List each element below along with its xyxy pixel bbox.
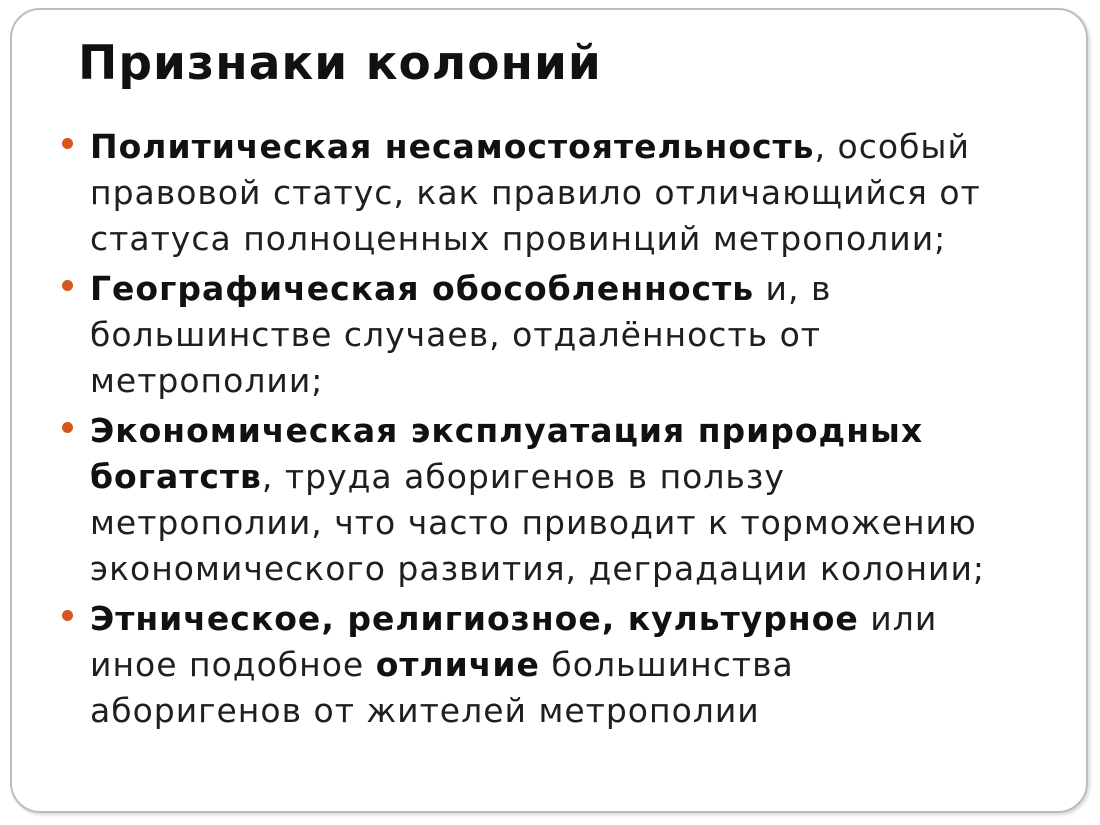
bullet-bold-text: Географическая обособленность — [90, 269, 755, 308]
bullet-line — [90, 596, 1060, 642]
bullet-line-text: аборигенов от жителей метрополии — [90, 691, 760, 730]
bullet-line-text: метрополии; — [90, 361, 324, 400]
bullet-dot-icon — [62, 280, 73, 291]
bullet-bold-text: отличие — [375, 645, 540, 684]
bullet-text — [90, 266, 1060, 404]
bullet-line-text: статуса полноценных провинций метрополии; — [90, 219, 947, 258]
bullet-dot-icon — [62, 138, 73, 149]
bullet-line — [90, 454, 1060, 500]
bullet-bold-text: богатств — [90, 457, 262, 496]
bullet-line-text: , труда аборигенов в пользу — [261, 457, 785, 496]
slide-title: Признаки колоний — [78, 36, 602, 91]
bullet-line-text: и, в — [754, 269, 832, 308]
bullet-dot-icon — [62, 422, 73, 433]
bullet-line-text: , особый — [814, 127, 970, 166]
bullet-dot-icon — [62, 610, 73, 621]
bullet-line-text: правовой статус, как правило отличающийся от — [90, 173, 981, 212]
bullet-text — [90, 124, 1060, 262]
bullet-bold-text: Политическая несамостоятельность — [90, 127, 815, 166]
bullet-line-text: большинстве случаев, отдалённость от — [90, 315, 822, 354]
bullet-line — [90, 124, 1060, 170]
bullet-line-text: метрополии, что часто приводит к торможению — [90, 503, 977, 542]
bullet-line-text: большинства — [539, 645, 794, 684]
bullet-line — [90, 266, 1060, 312]
bullet-line-text: иное подобное — [90, 645, 376, 684]
bullet-text — [90, 408, 1060, 592]
bullet-line — [90, 642, 1060, 688]
bullet-line-text: или — [858, 599, 938, 638]
bullet-line-text: экономического развития, деградации колонии; — [90, 549, 986, 588]
bullet-bold-text: Экономическая эксплуатация природных — [90, 411, 924, 450]
bullet-text — [90, 596, 1060, 734]
bullet-bold-text: Этническое, религиозное, культурное — [90, 599, 859, 638]
